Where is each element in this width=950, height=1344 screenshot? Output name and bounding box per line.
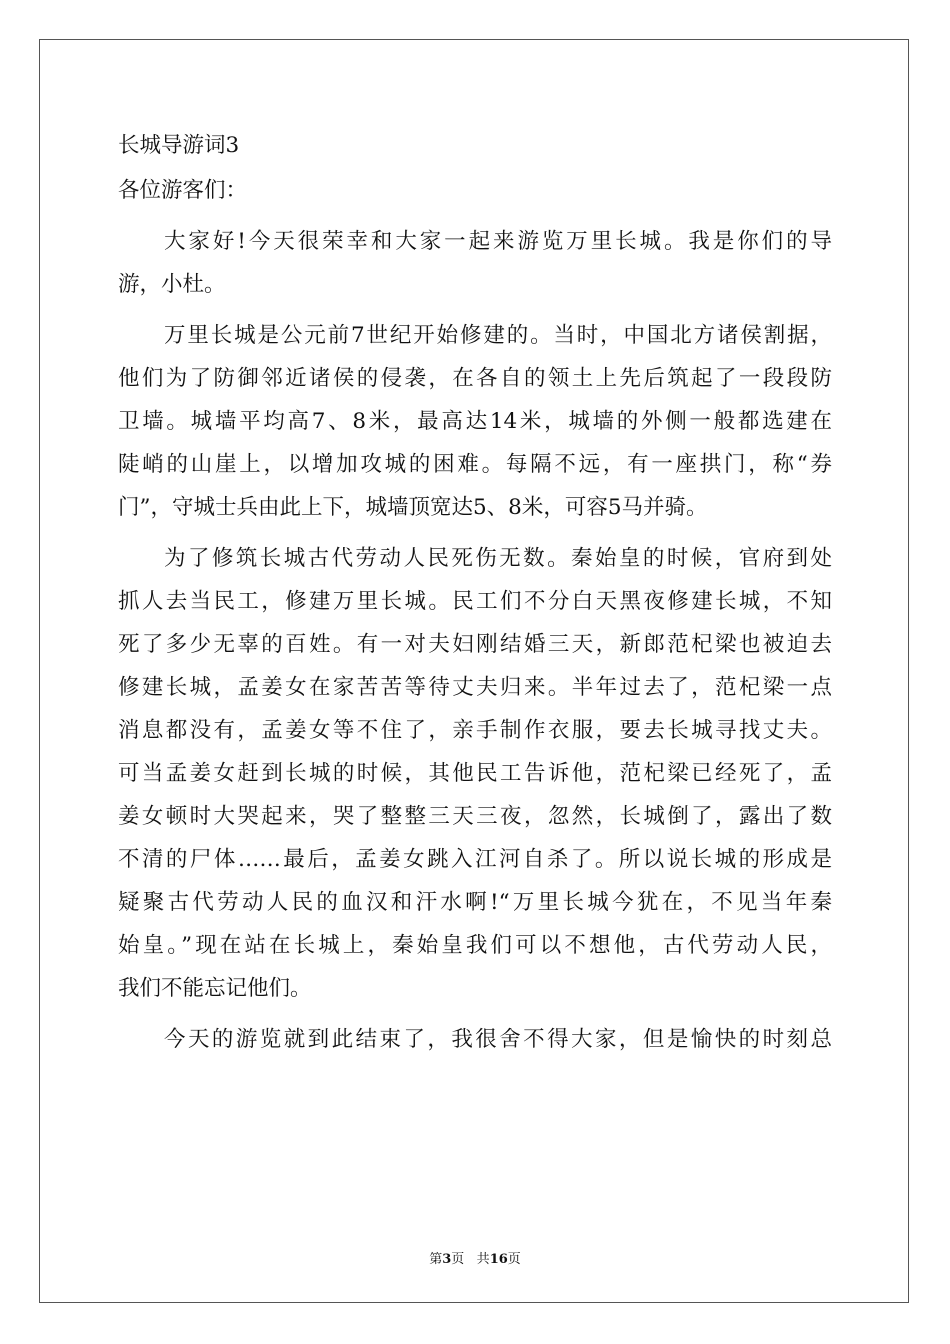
paragraph-line: 门”，守城士兵由此上下，城墙顶宽达5、8米，可容5马并骑。 [118, 495, 708, 520]
paragraph-line: 大家好!今天很荣幸和大家一起来游览万里长城。我是你们的导 [164, 229, 832, 254]
paragraph-line: 抓人去当民工，修建万里长城。民工们不分白天黑夜修建长城，不知 [118, 589, 832, 614]
paragraph-line: 今天的游览就到此结束了，我很舍不得大家，但是愉快的时刻总 [164, 1027, 832, 1052]
paragraph-line: 疑聚古代劳动人民的血汉和汗水啊!“万里长城今犹在，不见当年秦 [118, 890, 832, 915]
footer-total-suffix: 页 [507, 1252, 521, 1267]
paragraph-line: 我们不能忘记他们。 [118, 976, 312, 1001]
paragraph-3 [118, 529, 832, 1010]
greeting: 各位游客们： [118, 178, 248, 203]
paragraph-line: 消息都没有，孟姜女等不住了，亲手制作衣服，要去长城寻找丈夫。 [118, 718, 832, 743]
footer-total-pages: 16 [489, 1252, 508, 1267]
paragraph-line: 可当孟姜女赶到长城的时候，其他民工告诉他，范杞梁已经死了，孟 [118, 761, 832, 786]
paragraph-line: 陡峭的山崖上，以增加攻城的困难。每隔不远，有一座拱门，称“券 [118, 452, 832, 477]
paragraph-line: 死了多少无辜的百姓。有一对夫妇刚结婚三天，新郎范杞梁也被迫去 [118, 632, 832, 657]
paragraph-line: 游，小杜。 [118, 272, 226, 297]
footer-page-suffix: 页 [451, 1252, 465, 1267]
paragraph-4 [118, 1010, 832, 1061]
paragraph-line: 修建长城，孟姜女在家苦苦等待丈夫归来。半年过去了，范杞梁一点 [118, 675, 832, 700]
footer-total-prefix: 共 [476, 1252, 490, 1267]
page-footer [0, 1248, 950, 1267]
paragraph-line: 不清的尸体……最后，孟姜女跳入江河自杀了。所以说长城的形成是 [118, 847, 832, 872]
paragraph-line: 姜女顿时大哭起来，哭了整整三天三夜，忽然，长城倒了，露出了数 [118, 804, 832, 829]
paragraph-line: 他们为了防御邻近诸侯的侵袭，在各自的领土上先后筑起了一段段防 [118, 366, 832, 391]
paragraph-line: 卫墙。城墙平均高7、8米，最高达14米，城墙的外侧一般都选建在 [118, 409, 832, 434]
paragraph-2 [118, 306, 832, 529]
document-body [118, 124, 832, 1061]
paragraph-1 [118, 212, 832, 306]
footer-prefix: 第 [429, 1252, 443, 1267]
paragraph-line: 始皇。”现在站在长城上，秦始皇我们可以不想他，古代劳动人民， [118, 933, 832, 958]
document-title: 长城导游词3 [118, 133, 240, 158]
paragraph-line: 万里长城是公元前7世纪开始修建的。当时，中国北方诸侯割据， [164, 323, 832, 348]
footer-page-number: 3 [442, 1252, 452, 1267]
paragraph-line: 为了修筑长城古代劳动人民死伤无数。秦始皇的时候，官府到处 [164, 546, 832, 571]
